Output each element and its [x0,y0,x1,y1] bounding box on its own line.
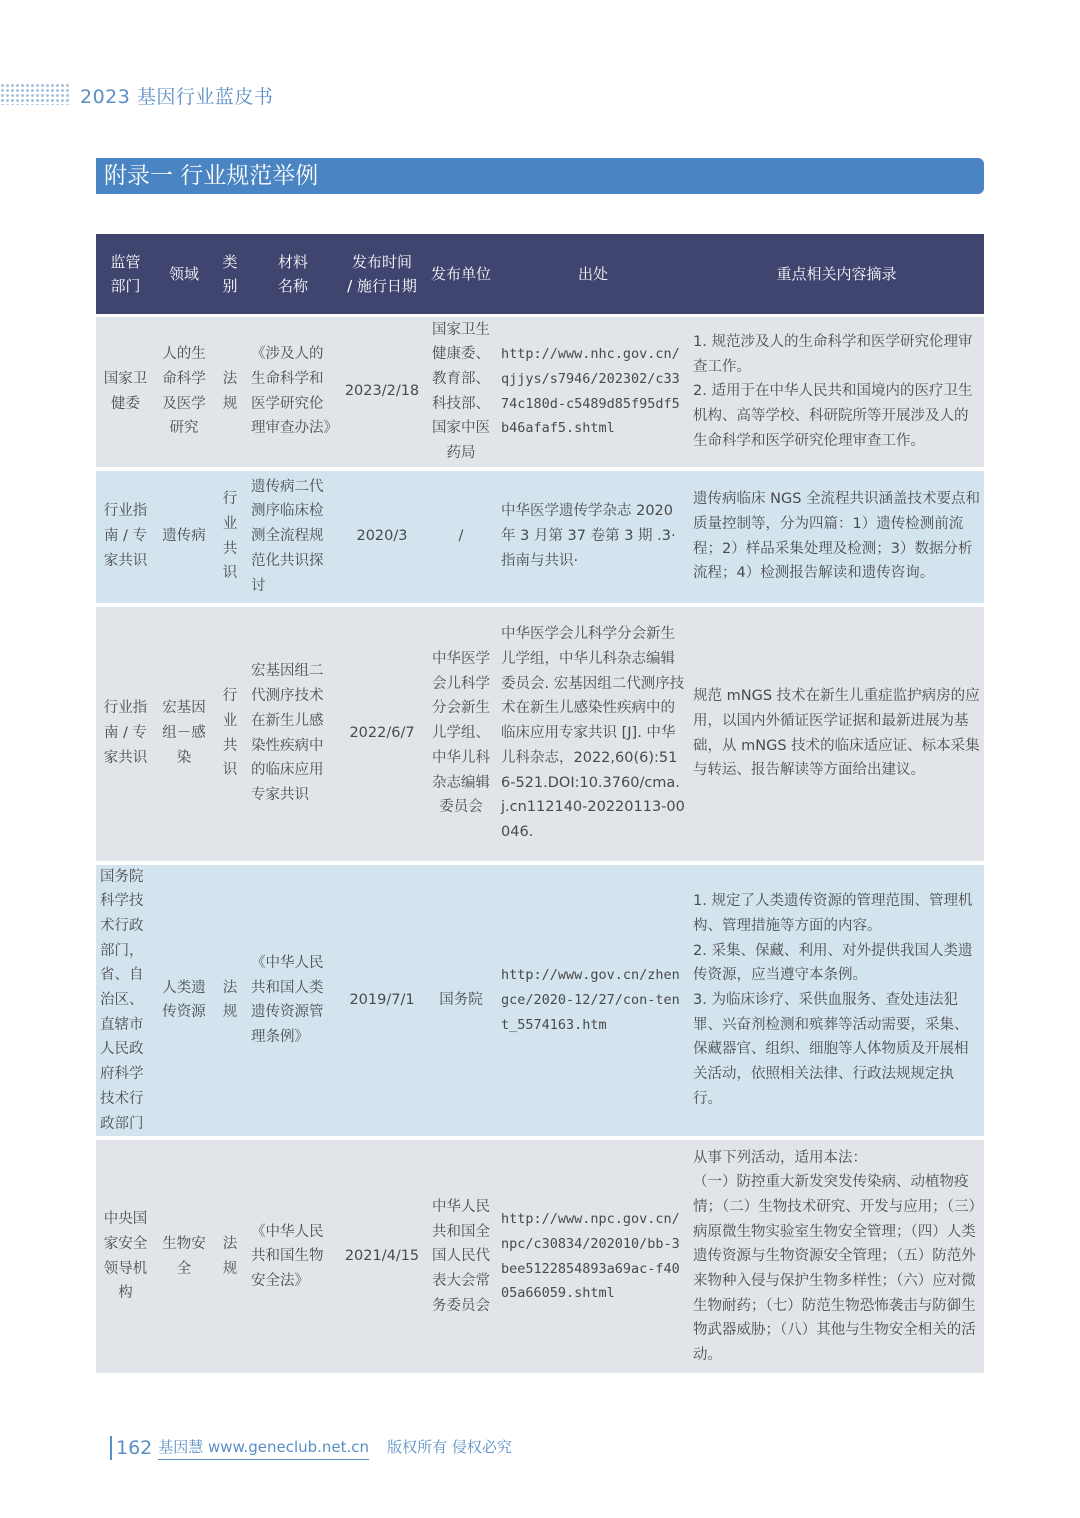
footer-site-link[interactable]: 基因慧 www.geneclub.net.cn [158,1437,369,1460]
table-row [96,316,984,469]
col-header-source: 出处 [497,234,689,316]
col-header-date: 发布时间 / 施行日期 [339,234,425,316]
cell-issuer: 国务院 [425,863,497,1139]
cell-source: 中华医学遗传学杂志 2020 年 3 月第 37 卷第 3 期 .3·指南与共识· [497,469,689,605]
cell-issuer: 国家卫生健康委、教育部、科技部、国家中医药局 [425,316,497,469]
cell-material: 宏基因组二代测序技术在新生儿感染性疾病中的临床应用专家共识 [247,605,339,863]
cell-field: 遗传病 [155,469,213,605]
cell-date: 2023/2/18 [339,316,425,469]
section-title: 附录一 行业规范举例 [104,163,319,189]
header-dot-pattern [0,83,70,105]
cell-content: 遗传病临床 NGS 全流程共识涵盖技术要点和质量控制等，分为四篇：1）遗传检测前流程；2）样品采集处理及检测；3）数据分析流程；4）检测报告解读和遗传咨询。 [689,469,984,605]
cell-issuer: / [425,469,497,605]
cell-type: 法规 [213,316,247,469]
cell-issuer: 中华医学会儿科学分会新生儿学组、中华儿科杂志编辑委员会 [425,605,497,863]
table-row [96,1138,984,1375]
table-row [96,469,984,605]
page-number: 162 [110,1436,152,1460]
cell-content: 规范 mNGS 技术在新生儿重症监护病房的应用，以国内外循证医学证据和最新进展为基础，从 mNGS 技术的临床适应证、标本采集与转运、报告解读等方面给出建议。 [689,605,984,863]
cell-source: http://www.nhc.gov.cn/qjjys/s7946/202302/c3374c180d-c5489d85f95df5b46afaf5.shtml [497,316,689,469]
col-header-material: 材料 名称 [247,234,339,316]
cell-field: 宏基因组－感染 [155,605,213,863]
cell-date: 2022/6/7 [339,605,425,863]
cell-type: 行业共识 [213,469,247,605]
col-header-issuer: 发布单位 [425,234,497,316]
cell-date: 2019/7/1 [339,863,425,1139]
cell-field: 生物安全 [155,1138,213,1375]
cell-material: 《中华人民共和国人类遗传资源管理条例》 [247,863,339,1139]
cell-issuer: 中华人民共和国全国人民代表大会常务委员会 [425,1138,497,1375]
cell-dept: 行业指南 / 专家共识 [96,469,155,605]
col-header-field: 领域 [155,234,213,316]
cell-type: 行业共识 [213,605,247,863]
cell-content: 从事下列活动，适用本法： （一）防控重大新发突发传染病、动植物疫情；（二）生物技术研究、开发与应用；（三）病原微生物实验室生物安全管理；（四）人类遗传资源与生物资源安全管理；（五）防范外来物种入侵与保护生物多样性；（六）应对微生物耐药；（七）防范生物恐怖袭击与防御生物武器威胁；（八）其他与生物安全相关的活动。 [689,1138,984,1375]
cell-date: 2021/4/15 [339,1138,425,1375]
regulation-table [96,234,984,1377]
cell-material: 《中华人民共和国生物安全法》 [247,1138,339,1375]
cell-dept: 中央国家安全领导机构 [96,1138,155,1375]
table-row [96,605,984,863]
cell-content: 1. 规定了人类遗传资源的管理范围、管理机构、管理措施等方面的内容。 2. 采集、保藏、利用、对外提供我国人类遗传资源，应当遵守本条例。 3. 为临床诊疗、采供血服务、查处违法犯罪、兴奋剂检测和殡葬等活动需要，采集、保藏器官、组织、细胞等人体物质及开展相关活动，依照相关法律、行政法规规定执行。 [689,863,984,1139]
col-header-type: 类 别 [213,234,247,316]
cell-content: 1. 规范涉及人的生命科学和医学研究伦理审查工作。 2. 适用于在中华人民共和国境内的医疗卫生机构、高等学校、科研院所等开展涉及人的生命科学和医学研究伦理审查工作。 [689,316,984,469]
footer [110,1432,512,1460]
col-header-content: 重点相关内容摘录 [689,234,984,316]
section-title-bar [96,158,984,194]
book-title: 2023 基因行业蓝皮书 [80,86,274,108]
col-header-dept: 监管 部门 [96,234,155,316]
footer-rights: 版权所有 侵权必究 [387,1438,512,1456]
cell-source: http://www.gov.cn/zhengce/2020-12/27/con-tent_5574163.htm [497,863,689,1139]
table-row [96,863,984,1139]
cell-source: http://www.npc.gov.cn/npc/c30834/202010/bb-3bee5122854893a69ac-f4005a66059.shtml [497,1138,689,1375]
cell-dept: 国家卫健委 [96,316,155,469]
cell-material: 《涉及人的生命科学和医学研究伦理审查办法》 [247,316,339,469]
table-header-row [96,234,984,316]
cell-field: 人类遗传资源 [155,863,213,1139]
cell-field: 人的生命科学及医学研究 [155,316,213,469]
cell-dept: 行业指南 / 专家共识 [96,605,155,863]
cell-type: 法规 [213,863,247,1139]
cell-type: 法规 [213,1138,247,1375]
cell-source: 中华医学会儿科学分会新生儿学组，中华儿科杂志编辑委员会. 宏基因组二代测序技术在新生儿感染性疾病中的临床应用专家共识 [J]. 中华儿科杂志，2022,60(6):516-521.DOI:10.3760/cma.j.cn112140-20220113-00046. [497,605,689,863]
cell-dept: 国务院科学技术行政部门，省、自治区、直辖市人民政府科学技术行政部门 [96,863,155,1139]
cell-material: 遗传病二代测序临床检测全流程规范化共识探讨 [247,469,339,605]
cell-date: 2020/3 [339,469,425,605]
